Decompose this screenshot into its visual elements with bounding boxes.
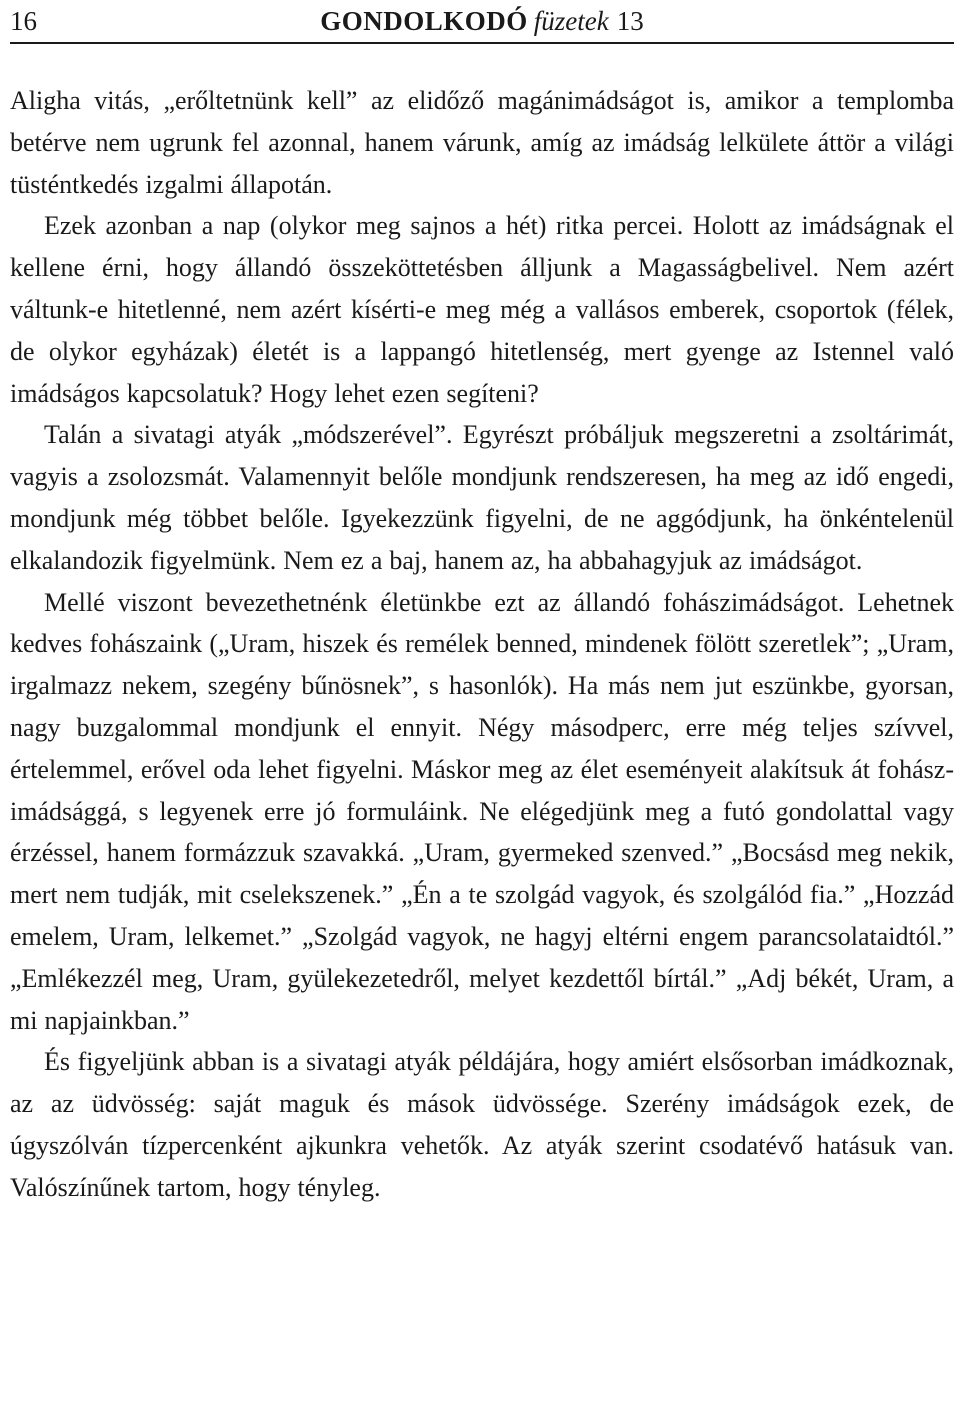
journal-subtitle: füzetek xyxy=(533,6,609,36)
issue-number: 13 xyxy=(616,6,644,36)
journal-title xyxy=(10,4,954,38)
paragraph-3: Talán a sivatagi atyák „módszerével”. Egyrészt próbáljuk megszeretni a zsoltárimát, vagyis a zsolozsmát. Valamennyit belőle mondjunk rendszeresen, ha meg az idő engedi, mondjunk még többet belőle. Igyekezzünk figyelni, de ne aggódjunk, ha önkéntelenül elkalandozik figyelmünk. Nem ez a baj, hanem az, ha abbahagyjuk az imádságot. xyxy=(10,420,954,575)
paragraph-2: Ezek azonban a nap (olykor meg sajnos a hét) ritka percei. Holott az imádságnak el kellene érni, hogy állandó összeköttetésben álljunk a Magasságbelivel. Nem azért váltunk-e hitetlenné, nem azért kísérti-e meg még a vallásos emberek, csoportok (félek, de olykor egyházak) életét is a lappangó hitetlenség, mert gyenge az Istennel való imádságos kapcsolatuk? Hogy lehet ezen segíteni? xyxy=(10,211,954,408)
journal-name: GONDOLKODÓ xyxy=(320,6,528,36)
page-number: 16 xyxy=(10,6,37,36)
body-text xyxy=(10,80,954,1209)
book-page xyxy=(10,0,954,1412)
paragraph-4: Mellé viszont bevezethetnénk életünkbe ezt az állandó fohászimádságot. Lehetnek kedves fohászaink („Uram, hiszek és remélek benned, mindenek fölött szeretlek”; „Uram, irgalmazz nekem, szegény bűnösnek”, s hasonlók). Ha más nem jut eszünkbe, gyorsan, nagy buzgalommal mondjunk el ennyit. Négy másodperc, erre még teljes szívvel, értelemmel, erővel oda lehet figyelni. Máskor meg az élet eseményeit alakítsuk át fohász-imádsággá, s legyenek erre jó formuláink. Ne elégedjünk meg a futó gondolattal vagy érzéssel, hanem formázzuk szavakká. „Uram, gyermeked szenved.” „Bocsásd meg nekik, mert nem tudják, mit cselekszenek.” „Én a te szolgád vagyok, és szolgálód fia.” „Hozzád emelem, Uram, lelkemet.” „Szolgád vagyok, ne hagyj eltérni engem parancsolataidtól.” „Emlékezzél meg, Uram, gyülekezetedről, melyet kezdettől bírtál.” „Adj békét, Uram, a mi napjainkban.” xyxy=(10,587,954,1035)
paragraph-5: És figyeljünk abban is a sivatagi atyák példájára, hogy amiért elsősorban imádkoznak, az az üdvösség: saját maguk és mások üdvössége. Szerény imádságok ezek, de úgyszólván tízpercenként ajkunkra vehetők. Az atyák szerint csodatévő hatásuk van. Valószínűnek tartom, hogy tényleg. xyxy=(10,1047,954,1202)
running-head xyxy=(10,0,954,44)
paragraph-1: Aligha vitás, „erőltetnünk kell” az elidőző magánimádságot is, amikor a templomba betérve nem ugrunk fel azonnal, hanem várunk, amíg az imádság lelkülete áttör a világi tüsténtkedés izgalmi állapotán. xyxy=(10,86,954,199)
